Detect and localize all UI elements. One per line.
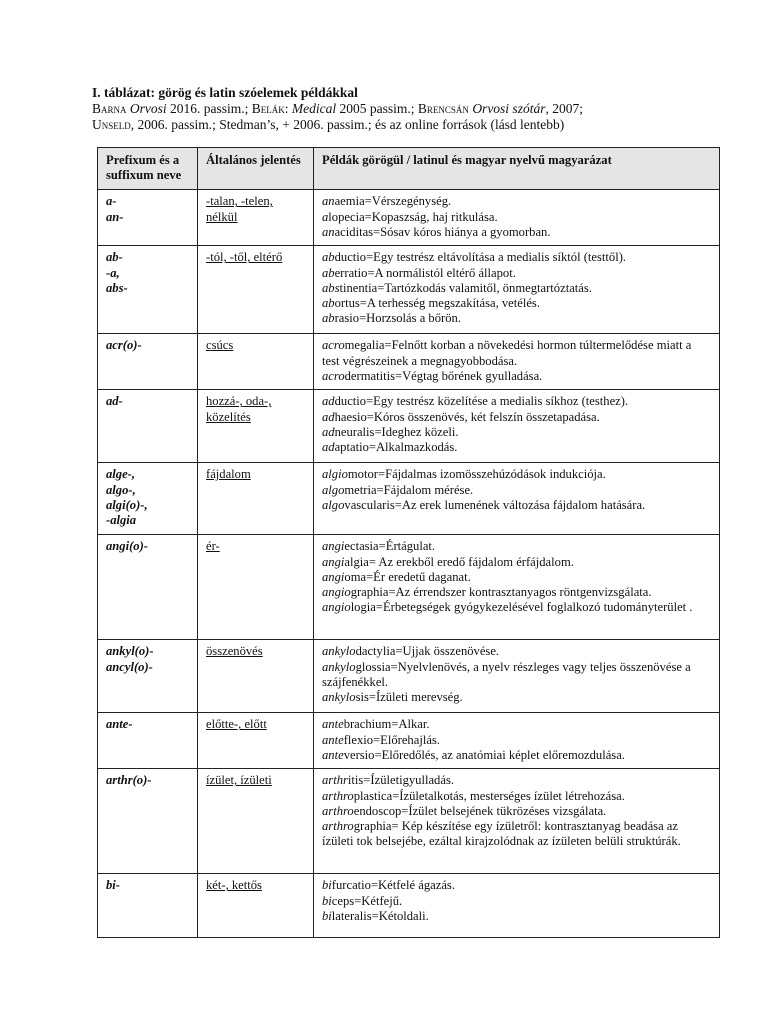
prefix-cell: alge-, algo-, algi(o)-, -algia bbox=[98, 463, 198, 535]
example-line: aberratio=A normálistól eltérő állapot. bbox=[322, 265, 516, 280]
example-line: algometria=Fájdalom mérése. bbox=[322, 482, 474, 497]
source-title-orvosi: Orvosi bbox=[129, 101, 167, 116]
table-row bbox=[98, 640, 720, 713]
meaning-cell: -talan, -telen, nélkül bbox=[198, 190, 314, 246]
example-line: acrodermatitis=Végtag bőrének gyulladása. bbox=[322, 368, 543, 383]
example-line: angioma=Ér eredetű daganat. bbox=[322, 569, 471, 584]
meaning-cell: ér- bbox=[198, 535, 314, 640]
table-row bbox=[98, 334, 720, 390]
prefix-cell: ante- bbox=[98, 713, 198, 769]
table-header-row bbox=[98, 148, 720, 190]
table-heading bbox=[92, 85, 732, 133]
example-line: angiologia=Érbetegségek gyógykezelésével foglalkozó tudományterület . bbox=[322, 600, 693, 615]
example-line: ankyloglossia=Nyelvlenövés, a nyelv részleges vagy teljes összenövése a szájfenékkel. bbox=[322, 659, 691, 689]
meaning-cell: fájdalom bbox=[198, 463, 314, 535]
header-meaning: Általános jelentés bbox=[198, 148, 314, 190]
example-line: adaptatio=Alkalmazkodás. bbox=[322, 440, 458, 455]
meaning-cell: csúcs bbox=[198, 334, 314, 390]
example-line: arthrographia= Kép készítése egy ízületről: kontrasztanyag beadása az ízületi tok belsejébe, ezáltal kirajzolódnak az ízületen belüli struktúrák. bbox=[322, 819, 681, 849]
source-title-medical: Medical bbox=[291, 101, 337, 116]
example-line: ankylosis=Ízületi merevség. bbox=[322, 690, 463, 705]
examples-cell bbox=[314, 769, 720, 874]
examples-cell bbox=[314, 535, 720, 640]
sources-line-1: Barna Orvosi 2016. passim.; Belák: Medical 2005 passim.; Brencsán Orvosi szótár, 2007; bbox=[92, 101, 583, 116]
example-line: arthroplastica=Ízületalkotás, mesterséges ízület létrehozása. bbox=[322, 788, 625, 803]
example-line: arthritis=Ízületigyulladás. bbox=[322, 773, 454, 788]
example-line: angiographia=Az érrendszer kontrasztanyagos röntgenvizsgálata. bbox=[322, 585, 652, 600]
example-line: adhaesio=Kóros összenövés, két felszín összetapadása. bbox=[322, 409, 600, 424]
example-line: abortus=A terhesség megszakítása, vetélés. bbox=[322, 296, 540, 311]
example-line: abstinentia=Tartózkodás valamitől, önmegtartóztatás. bbox=[322, 280, 592, 295]
table-row bbox=[98, 246, 720, 334]
example-line: abrasio=Horzsolás a bőrön. bbox=[322, 311, 461, 326]
example-line: antebrachium=Alkar. bbox=[322, 717, 430, 732]
meaning-cell: előtte-, előtt bbox=[198, 713, 314, 769]
example-line: bifurcatio=Kétfelé ágazás. bbox=[322, 878, 455, 893]
prefix-cell: a- an- bbox=[98, 190, 198, 246]
source-author-barna: Barna bbox=[92, 101, 127, 116]
source-author-unseld: Unseld bbox=[92, 117, 131, 132]
example-line: biceps=Kétfejű. bbox=[322, 893, 403, 908]
example-line: algiomotor=Fájdalmas izomösszehúzódások indukciója. bbox=[322, 467, 606, 482]
table-row bbox=[98, 769, 720, 874]
example-line: arthroendoscop=Ízület belsejének tükrözéses vizsgálata. bbox=[322, 803, 607, 818]
example-line: anaemia=Vérszegénység. bbox=[322, 194, 452, 209]
prefix-cell: acr(o)- bbox=[98, 334, 198, 390]
prefix-cell: bi- bbox=[98, 874, 198, 938]
examples-cell bbox=[314, 713, 720, 769]
prefix-cell: ab- -a, abs- bbox=[98, 246, 198, 334]
examples-cell bbox=[314, 874, 720, 938]
example-line: angialgia= Az erekből eredő fájdalom érfájdalom. bbox=[322, 554, 574, 569]
example-line: angiectasia=Értágulat. bbox=[322, 539, 436, 554]
prefix-cell: ankyl(o)- ancyl(o)- bbox=[98, 640, 198, 713]
prefix-cell: ad- bbox=[98, 390, 198, 463]
examples-cell bbox=[314, 334, 720, 390]
examples-cell bbox=[314, 246, 720, 334]
table-row bbox=[98, 463, 720, 535]
source-title-orvosi-szotar: Orvosi szótár bbox=[472, 101, 546, 116]
example-line: algovascularis=Az erek lumenének változása fájdalom hatására. bbox=[322, 497, 646, 512]
examples-cell bbox=[314, 190, 720, 246]
table-title: I. táblázat: görög és latin szóelemek példákkal bbox=[92, 85, 358, 100]
table-row bbox=[98, 713, 720, 769]
sources-line-2: Unseld, 2006. passim.; Stedman’s, + 2006. passim.; és az online források (lásd lentebb) bbox=[92, 117, 565, 132]
examples-cell bbox=[314, 463, 720, 535]
example-line: anaciditas=Sósav kóros hiánya a gyomorban. bbox=[322, 224, 551, 239]
meaning-cell: hozzá-, oda-, közelítés bbox=[198, 390, 314, 463]
table-row bbox=[98, 874, 720, 938]
meaning-cell: ízület, ízületi bbox=[198, 769, 314, 874]
source-author-belak: Belák bbox=[251, 101, 285, 116]
prefix-table bbox=[97, 147, 720, 938]
meaning-cell: összenövés bbox=[198, 640, 314, 713]
example-line: anteflexio=Előrehajlás. bbox=[322, 732, 440, 747]
example-line: bilateralis=Kétoldali. bbox=[322, 908, 429, 923]
examples-cell bbox=[314, 640, 720, 713]
example-line: acromegalia=Felnőtt korban a növekedési hormon túltermelődése miatt a test végrészeinek a megnagyobbodása. bbox=[322, 338, 692, 368]
table-row bbox=[98, 535, 720, 640]
meaning-cell: -tól, -től, eltérő bbox=[198, 246, 314, 334]
example-line: adductio=Egy testrész közelítése a medialis síkhoz (testhez). bbox=[322, 394, 629, 409]
header-prefix: Prefixum és a suffixum neve bbox=[98, 148, 198, 190]
example-line: anteversio=Előredőlés, az anatómiai képlet előremozdulása. bbox=[322, 747, 625, 762]
table-row bbox=[98, 190, 720, 246]
example-line: ankylodactylia=Ujjak összenövése. bbox=[322, 644, 500, 659]
example-line: adneuralis=Ideghez közeli. bbox=[322, 424, 459, 439]
example-line: alopecia=Kopaszság, haj ritkulása. bbox=[322, 209, 498, 224]
table-row bbox=[98, 390, 720, 463]
example-line: abductio=Egy testrész eltávolítása a medialis síktól (testtől). bbox=[322, 250, 627, 265]
examples-cell bbox=[314, 390, 720, 463]
meaning-cell: két-, kettős bbox=[198, 874, 314, 938]
source-author-brencsan: Brencsán bbox=[417, 101, 469, 116]
header-examples: Példák görögül / latinul és magyar nyelvű magyarázat bbox=[314, 148, 720, 190]
prefix-cell: angi(o)- bbox=[98, 535, 198, 640]
prefix-cell: arthr(o)- bbox=[98, 769, 198, 874]
